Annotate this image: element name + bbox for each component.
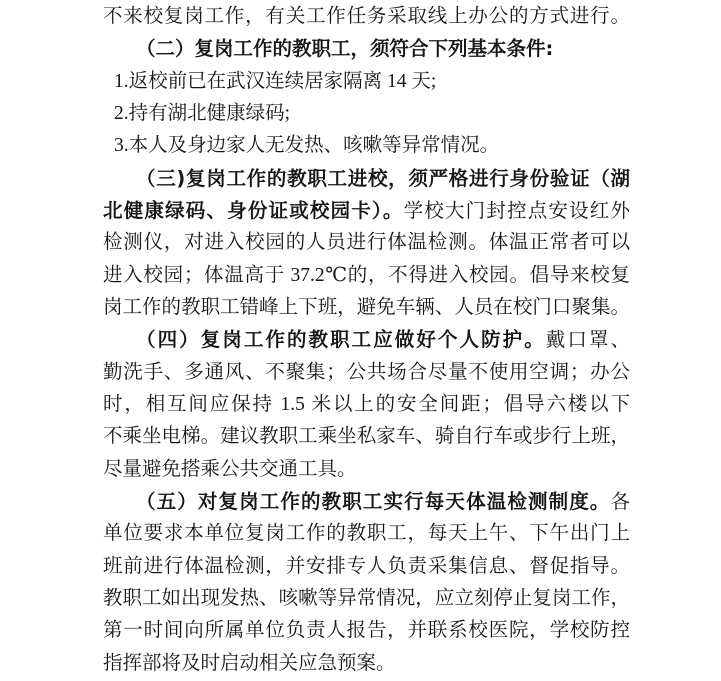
text-segment: 单位要求本单位复岗工作的教职工，每天上午、下午出门上: [103, 523, 630, 545]
doc-line-4: [103, 98, 630, 130]
text-segment: 指挥部将及时启动相关应急预案。: [103, 652, 396, 674]
doc-line-7: [103, 195, 630, 227]
text-segment: 第一时间向所属单位负责人报告，并联系校医院，学校防控: [103, 620, 630, 642]
doc-line-21: [103, 648, 630, 680]
doc-line-12: [103, 357, 630, 389]
doc-line-8: [103, 227, 630, 259]
document-text-block: [103, 1, 630, 680]
text-segment: 教职工如出现发热、咳嗽等异常情况，应立刻停止复岗工作，: [103, 587, 630, 609]
text-segment: 时，相互间应保持 1.5 米以上的安全间距；倡导六楼以下: [103, 393, 630, 415]
doc-line-14: [103, 421, 630, 453]
doc-line-11: [103, 324, 630, 356]
text-segment: 3.本人及身边家人无发热、咳嗽等异常情况。: [114, 135, 500, 157]
text-segment: 岗工作的教职工错峰上下班，避免车辆、人员在校门口聚集。: [103, 296, 630, 318]
text-segment: 进入校园；体温高于 37.2℃的，不得进入校园。倡导来校复: [103, 264, 630, 286]
doc-line-13: [103, 389, 630, 421]
text-segment: 检测仪，对进入校园的人员进行体温检测。体温正常者可以: [103, 232, 630, 254]
text-segment: 勤洗手、多通风、不聚集；公共场合尽量不使用空调；办公: [103, 361, 630, 383]
doc-line-9: [103, 260, 630, 292]
doc-line-2: [103, 33, 630, 65]
doc-line-19: [103, 583, 630, 615]
text-segment: 1.返校前已在武汉连续居家隔离 14 天;: [114, 70, 437, 92]
doc-line-6: [103, 163, 630, 195]
bold-text-segment: （五）对复岗工作的教职工实行每天体温检测制度。: [136, 489, 611, 513]
bold-text-segment: （二）复岗工作的教职工，须符合下列基本条件:: [136, 37, 554, 61]
doc-line-1: [103, 1, 630, 33]
text-segment: 班前进行体温检测，并安排专人负责采集信息、督促指导。: [103, 555, 630, 577]
bold-text-segment: （三)复岗工作的教职工进校，须严格进行身份验证（湖: [136, 166, 630, 190]
doc-line-17: [103, 518, 630, 550]
doc-line-16: [103, 486, 630, 518]
text-segment: 不来校复岗工作，有关工作任务采取线上办公的方式进行。: [103, 6, 630, 27]
text-segment: 学校大门封控点安设红外: [403, 200, 630, 222]
text-segment: 2.持有湖北健康绿码;: [114, 102, 291, 124]
doc-line-20: [103, 615, 630, 647]
text-segment: 不乘坐电梯。建议教职工乘坐私家车、骑自行车或步行上班，: [103, 426, 630, 448]
bold-text-segment: 北健康绿码、身份证或校园卡）。: [103, 198, 404, 222]
text-segment: 各: [610, 491, 630, 513]
doc-line-3: [103, 66, 630, 98]
doc-line-15: [103, 454, 630, 486]
doc-line-10: [103, 292, 630, 324]
doc-line-18: [103, 551, 630, 583]
text-segment: 尽量避免搭乘公共交通工具。: [103, 458, 357, 480]
text-segment: 戴口罩、: [545, 330, 630, 352]
bold-text-segment: （四）复岗工作的教职工应做好个人防护。: [136, 328, 546, 352]
doc-line-5: [103, 130, 630, 162]
